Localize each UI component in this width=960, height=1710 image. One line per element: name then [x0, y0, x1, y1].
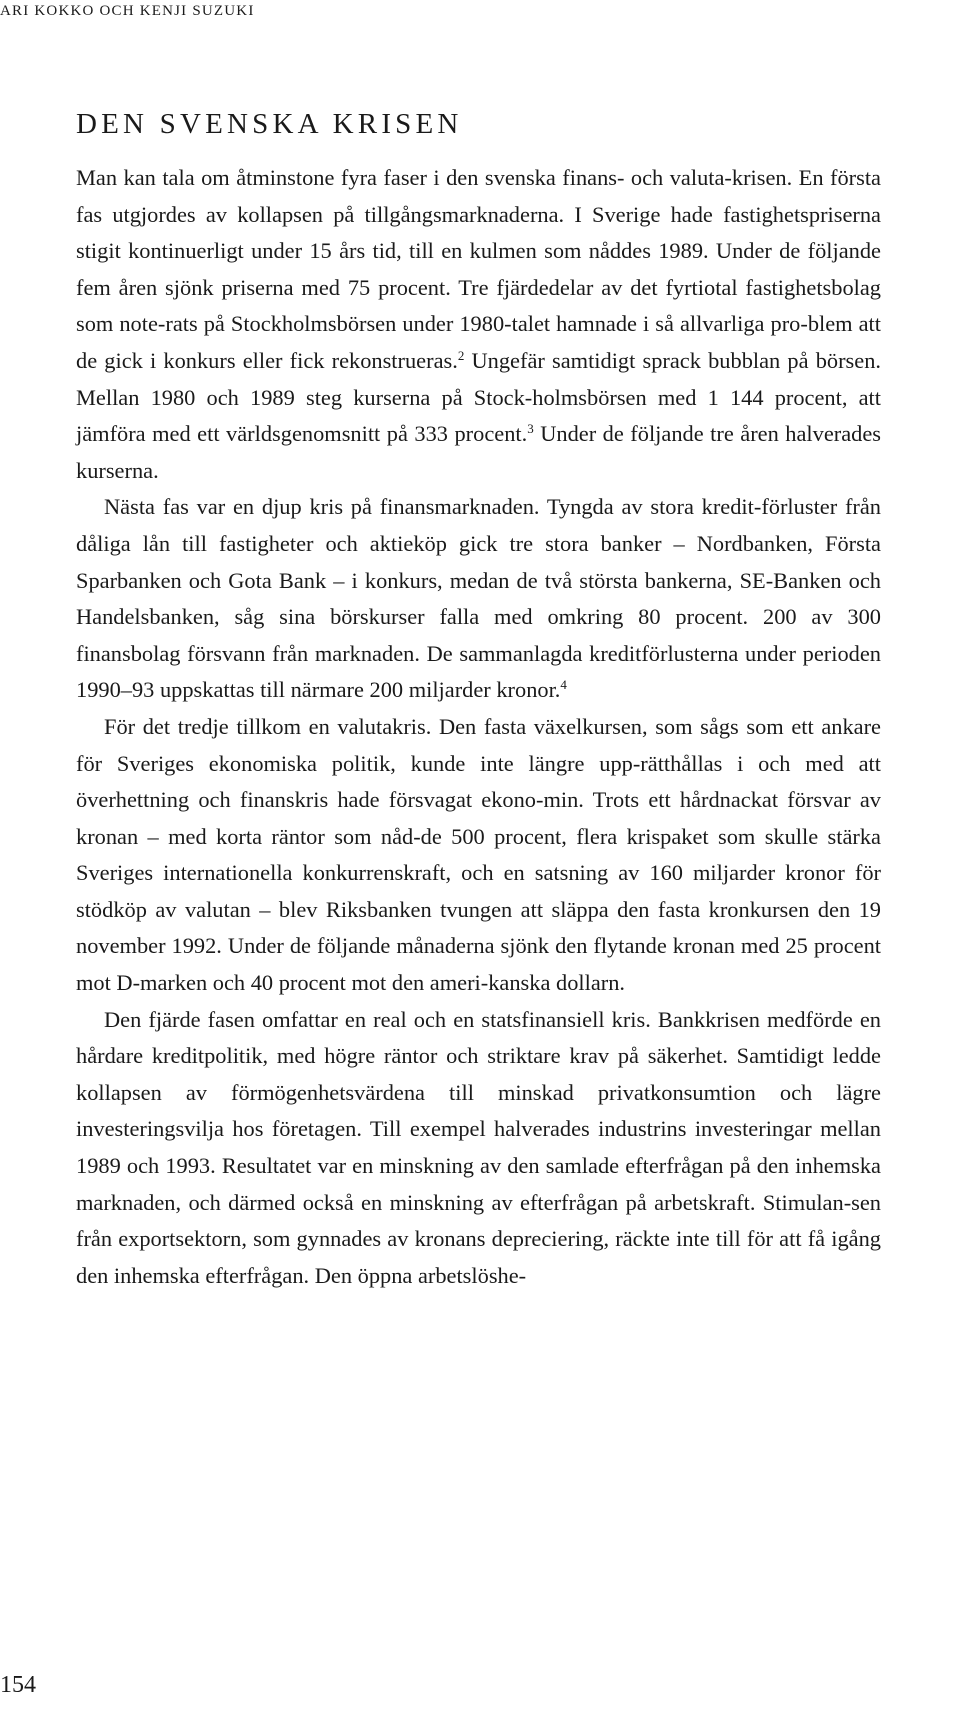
footnote-marker-4: 4 — [560, 677, 567, 693]
paragraph-2-text: Nästa fas var en djup kris på finansmarknaden. Tyngda av stora kredit-förluster från dåliga lån till fastigheter och aktieköp gick tre stora banker – Nordbanken, Första Sparbanken och Gota Bank – i konkurs, medan de två största bankerna, SE-Banken och Handelsbanken, såg sina börskurser falla med omkring 80 procent. 200 av 300 finansbolag försvann från marknaden. De sammanlagda kreditförlusterna under perioden 1990–93 uppskattas till närmare 200 miljarder kronor. — [76, 494, 881, 703]
footnote-marker-2: 2 — [457, 347, 465, 363]
paragraph-3 — [76, 709, 881, 1002]
paragraph-3-text: För det tredje tillkom en valutakris. Den fasta växelkursen, som sågs som ett ankare för Sveriges ekonomiska politik, kunde inte längre upp-rätthållas i och med att överhettning och finanskris hade försvagat ekono-min. Trots ett hårdnackat försvar av kronan – med korta räntor som nåd-de 500 procent, flera krispaket som skulle stärka Sveriges internationella konkurrenskraft, och en satsning av 160 miljarder kronor för stödköp av valutan – blev Riksbanken tvungen att släppa den fasta kronkursen den 19 november 1992. Under de följande månaderna sjönk den flytande kronan med 25 procent mot D-marken och 40 procent mot den ameri-kanska dollarn. — [76, 713, 881, 996]
paragraph-4-text: Den fjärde fasen omfattar en real och en statsfinansiell kris. Bankkrisen medförde en hårdare kreditpolitik, med högre räntor och striktare krav på säkerhet. Samtidigt ledde kollapsen av förmögenhetsvärdena till minskad privatkonsumtion och lägre investeringsvilja hos företagen. Till exempel halverades industrins investeringar mellan 1989 och 1993. Resultatet var en minskning av den samlade efterfrågan på den inhemska marknaden, och därmed också en minskning av efterfrågan på arbetskraft. Stimulan-sen från exportsektorn, som gynnades av kronans depreciering, räckte inte till för att få igång den inhemska efterfrågan. Den öppna arbetslöshe- — [76, 1006, 881, 1288]
body-text — [76, 160, 881, 1294]
paragraph-1-text-b: Ungefär samtidigt sprack bubblan på börsen. Mellan 1980 och 1989 steg kurserna på Stock-holmsbörsen med 1 144 procent, att jämföra med ett världsgenomsnitt på 333 procent. — [76, 347, 881, 447]
section-heading: DEN SVENSKA KRISEN — [76, 108, 463, 140]
paragraph-1-text-a: Man kan tala om åtminstone fyra faser i den svenska finans- och valuta-krisen. En första fas utgjordes av kollapsen på tillgångsmarknaderna. I Sverige hade fastighetspriserna stigit kontinuerligt under 15 års tid, till en kulmen som nåddes 1989. Under de följande fem åren sjönk priserna med 75 procent. Tre fjärdedelar av det fyrtiotal fastighetsbolag som note-rats på Stockholmsbörsen under 1980-talet hamnade i så allvarliga pro-blem att de gick i konkurs eller fick rekonstrueras. — [76, 165, 881, 373]
paragraph-2 — [76, 489, 881, 709]
page-number: 154 — [0, 1672, 36, 1698]
running-head: ARI KOKKO OCH KENJI SUZUKI — [0, 3, 255, 19]
footnote-marker-3: 3 — [527, 421, 534, 437]
paragraph-1-text-c: Under de följande tre åren halverades kurserna. — [76, 421, 882, 483]
paragraph-1 — [76, 160, 881, 489]
paragraph-4 — [76, 1002, 881, 1295]
